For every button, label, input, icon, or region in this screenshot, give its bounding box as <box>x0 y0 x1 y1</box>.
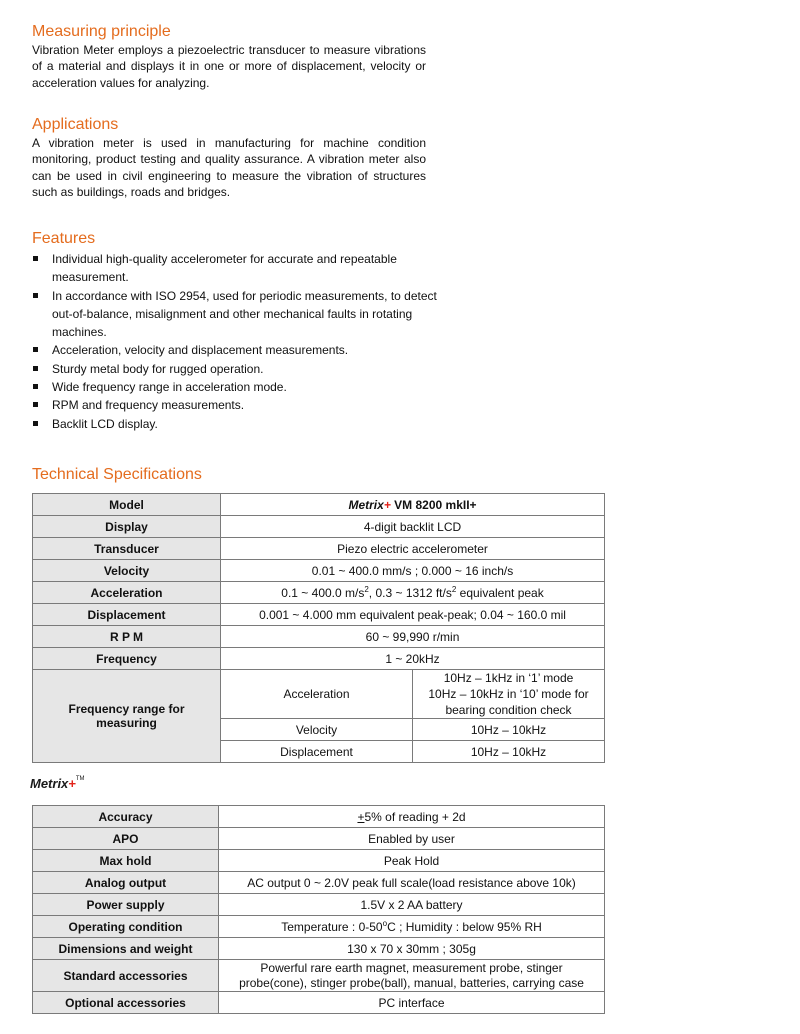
feature-text: In accordance with ISO 2954, used for periodic measurements, to detect out-of-balance, misalignment and other mechanical faults in rotating machines. <box>52 288 437 340</box>
table-row <box>33 560 605 582</box>
bullet-icon <box>33 421 38 426</box>
table-row <box>33 648 605 670</box>
list-item <box>32 378 442 396</box>
feature-text: Sturdy metal body for rugged operation. <box>52 361 264 376</box>
table-row <box>33 582 605 604</box>
list-item <box>32 396 442 414</box>
feature-text: Acceleration, velocity and displacement measurements. <box>52 343 349 358</box>
transducer-value: Piezo electric accelerometer <box>221 538 605 560</box>
standard-accessories-label: Standard accessories <box>33 960 219 992</box>
optional-accessories-label: Optional accessories <box>33 992 219 1014</box>
degree-superscript: o <box>382 919 388 928</box>
model-name: VM 8200 mkII+ <box>390 497 477 512</box>
plus-minus: + <box>357 809 365 824</box>
feature-text: Individual high-quality accelerometer for accurate and repeatable measurement. <box>52 252 397 285</box>
table-row <box>33 828 605 850</box>
spec-table-2 <box>32 805 605 1014</box>
operating-part: C ; Humidity : below 95% RH <box>387 920 542 934</box>
table-row <box>33 850 605 872</box>
bullet-icon <box>33 402 38 407</box>
bullet-icon <box>33 366 38 371</box>
display-label: Display <box>33 516 221 538</box>
power-supply-label: Power supply <box>33 894 219 916</box>
fr-accel-line: bearing condition check <box>445 703 572 717</box>
spec-table <box>32 493 605 763</box>
model-label: Model <box>33 494 221 516</box>
max-hold-label: Max hold <box>33 850 219 872</box>
bullet-icon <box>33 293 38 298</box>
accuracy-value <box>219 806 605 828</box>
table-row <box>33 626 605 648</box>
frequency-range-label: Frequency range for measuring <box>33 670 221 763</box>
list-item <box>32 250 442 287</box>
accel-part: equivalent peak <box>456 586 544 600</box>
superscript: 2 <box>364 585 369 594</box>
fr-velocity-label: Velocity <box>221 719 413 741</box>
feature-text: Backlit LCD display. <box>52 416 158 431</box>
table-row <box>33 872 605 894</box>
accuracy-text: 5% of reading + 2d <box>364 809 466 824</box>
power-supply-value: 1.5V x 2 AA battery <box>219 894 605 916</box>
frequency-value: 1 ~ 20kHz <box>221 648 605 670</box>
accel-part: 0.1 ~ 400.0 m/s <box>281 586 365 600</box>
fr-accel-line: 10Hz – 1kHz in ‘1’ mode <box>443 671 574 685</box>
feature-text: RPM and frequency measurements. <box>52 398 245 413</box>
table-row <box>33 494 605 516</box>
acceleration-label: Acceleration <box>33 582 221 604</box>
frequency-label: Frequency <box>33 648 221 670</box>
displacement-value: 0.001 ~ 4.000 mm equivalent peak-peak; 0.04 ~ 160.0 mil <box>221 604 605 626</box>
list-item <box>32 341 442 359</box>
list-item <box>32 415 442 433</box>
acceleration-value <box>221 582 605 604</box>
measuring-principle-text: Vibration Meter employs a piezoelectric transducer to measure vibrations of a material and displays it in one or more of displacement, velocity or acceleration values for analyzing. <box>32 43 426 90</box>
velocity-value: 0.01 ~ 400.0 mm/s ; 0.000 ~ 16 inch/s <box>221 560 605 582</box>
table-row <box>33 538 605 560</box>
brand-plus: + <box>383 497 391 512</box>
table-row <box>33 806 605 828</box>
analog-output-value: AC output 0 ~ 2.0V peak full scale(load resistance above 10k) <box>219 872 605 894</box>
logo-tm: TM <box>75 776 85 782</box>
transducer-label: Transducer <box>33 538 221 560</box>
dimensions-label: Dimensions and weight <box>33 938 219 960</box>
table-row <box>33 516 605 538</box>
standard-line: Powerful rare earth magnet, measurement probe, stinger <box>260 960 563 975</box>
display-value: 4-digit backlit LCD <box>221 516 605 538</box>
table-row <box>33 894 605 916</box>
list-item <box>32 360 442 378</box>
apo-label: APO <box>33 828 219 850</box>
list-item <box>32 287 442 342</box>
table-row <box>33 670 605 719</box>
features-list <box>32 250 442 433</box>
measuring-principle-heading: Measuring principle <box>32 23 171 40</box>
rpm-label: R P M <box>33 626 221 648</box>
table-row <box>33 992 605 1014</box>
superscript: 2 <box>451 585 457 594</box>
table-row <box>33 938 605 960</box>
standard-line: probe(cone), stinger probe(ball), manual, batteries, carrying case <box>239 975 584 990</box>
max-hold-value: Peak Hold <box>219 850 605 872</box>
rpm-value: 60 ~ 99,990 r/min <box>221 626 605 648</box>
fr-displacement-label: Displacement <box>221 741 413 763</box>
analog-output-label: Analog output <box>33 872 219 894</box>
operating-part: Temperature : 0-50 <box>281 920 383 934</box>
table-row <box>33 960 605 992</box>
standard-accessories-value <box>219 960 605 992</box>
displacement-label: Displacement <box>33 604 221 626</box>
applications-heading: Applications <box>32 116 119 133</box>
optional-accessories-value: PC interface <box>219 992 605 1014</box>
fr-acceleration-label: Acceleration <box>221 670 413 719</box>
fr-displacement-value: 10Hz – 10kHz <box>413 741 605 763</box>
accel-part: , 0.3 ~ 1312 ft/s <box>368 586 452 600</box>
table-row <box>33 604 605 626</box>
table-row <box>33 916 605 938</box>
fr-accel-line: 10Hz – 10kHz in ‘10’ mode for <box>428 687 589 701</box>
feature-text: Wide frequency range in acceleration mode. <box>52 380 287 395</box>
fr-acceleration-value <box>413 670 605 719</box>
operating-condition-label: Operating condition <box>33 916 219 938</box>
bullet-icon <box>33 347 38 352</box>
bullet-icon <box>33 384 38 389</box>
metrix-logo <box>30 776 85 791</box>
operating-condition-value <box>219 916 605 938</box>
technical-specifications-heading: Technical Specifications <box>32 466 202 483</box>
logo-text: Metrix <box>30 776 69 791</box>
dimensions-value: 130 x 70 x 30mm ; 305g <box>219 938 605 960</box>
bullet-icon <box>33 256 38 261</box>
velocity-label: Velocity <box>33 560 221 582</box>
applications-text: A vibration meter is used in manufacturing for machine condition monitoring, product testing and quality assurance. A vibration meter also can be used in civil engineering to measure the vibration of structures such as buildings, roads and bridges. <box>32 136 426 199</box>
brand-name: Metrix <box>348 497 384 512</box>
accuracy-label: Accuracy <box>33 806 219 828</box>
fr-velocity-value: 10Hz – 10kHz <box>413 719 605 741</box>
apo-value: Enabled by user <box>219 828 605 850</box>
features-heading: Features <box>32 230 96 247</box>
logo-plus: + <box>68 776 76 791</box>
model-value <box>221 494 605 516</box>
